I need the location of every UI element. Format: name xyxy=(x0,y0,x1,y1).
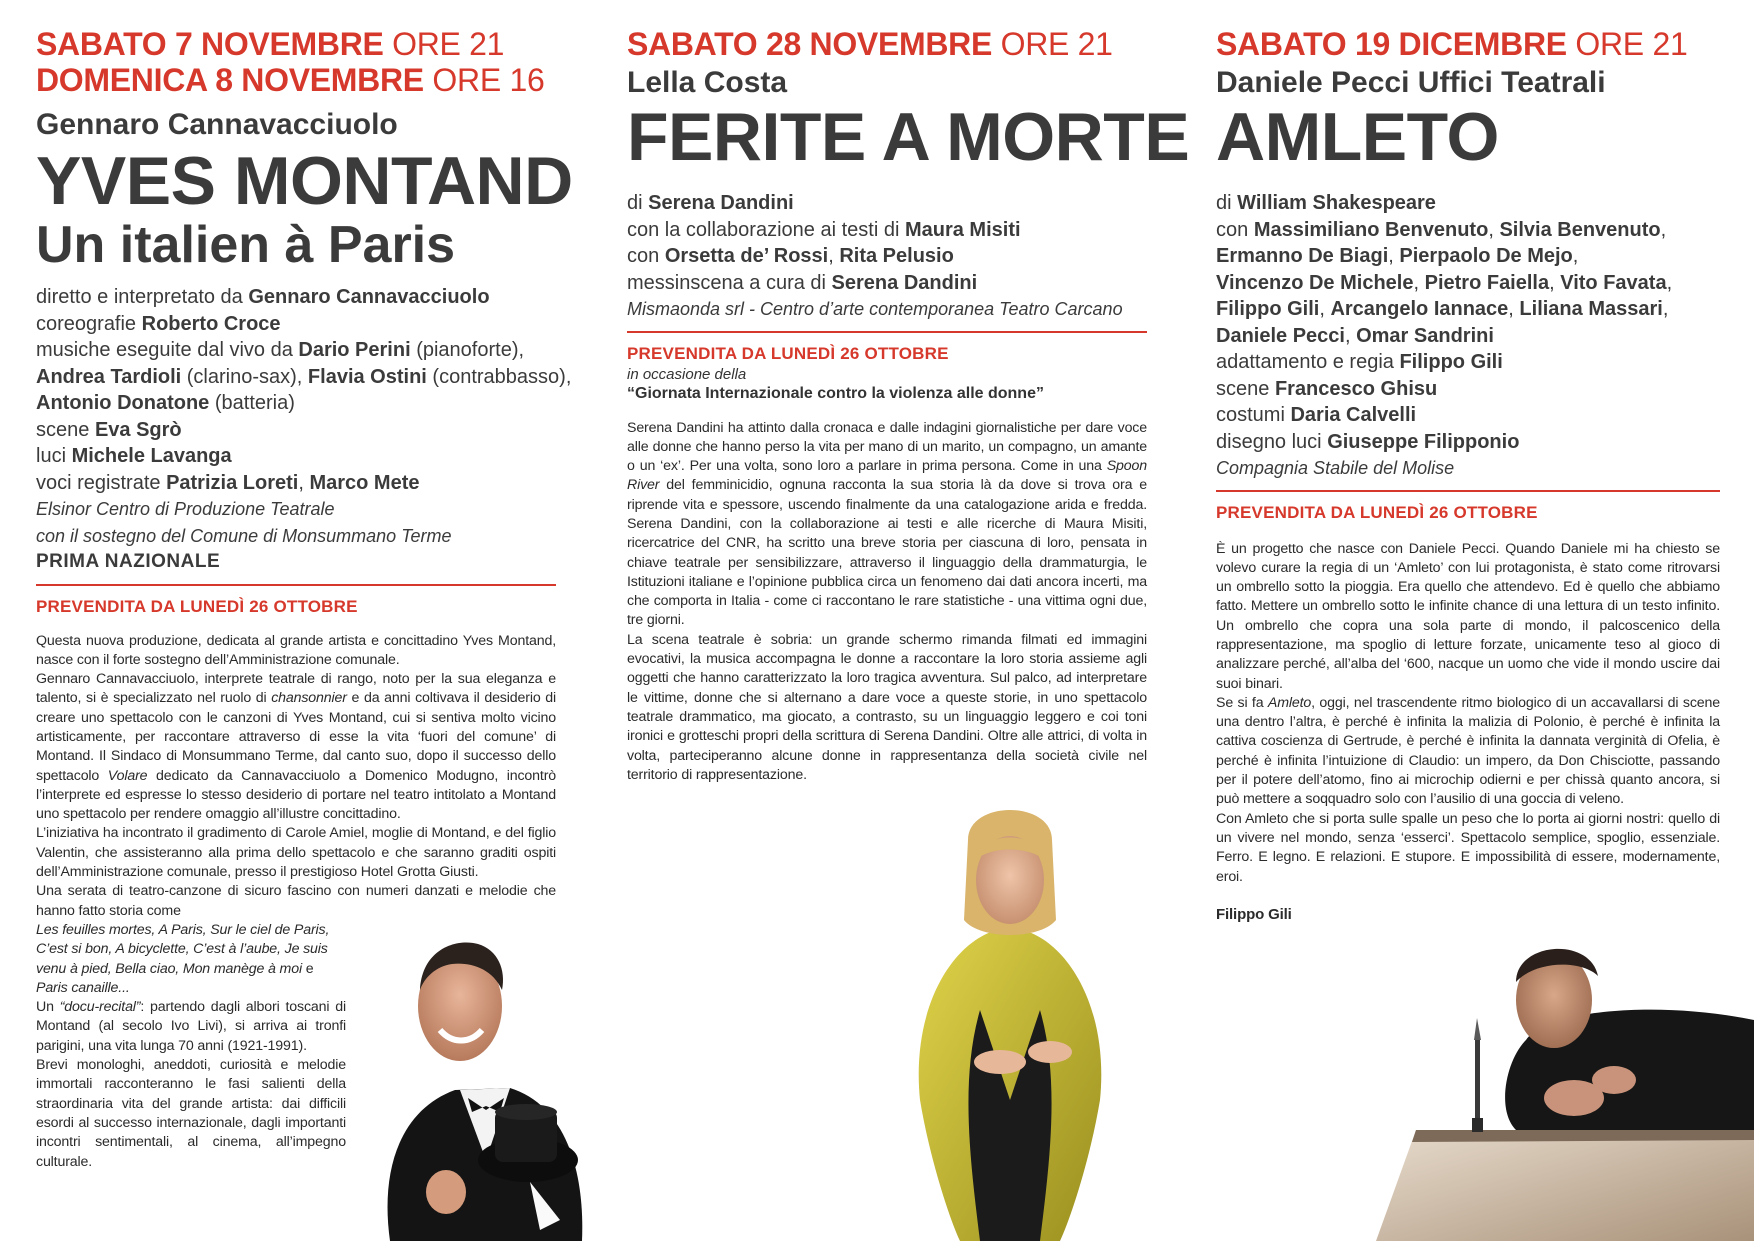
event-column-ferite xyxy=(627,26,1190,785)
event-subtitle: Un italien à Paris xyxy=(36,216,456,274)
event-date-1: SABATO 7 NOVEMBRE ORE 21 xyxy=(36,26,505,62)
event-title: FERITE A MORTE xyxy=(627,99,1190,175)
event-title: YVES MONTAND xyxy=(36,143,573,219)
signature: Filippo Gili xyxy=(1216,905,1292,923)
divider-rule xyxy=(36,584,556,586)
event-column-amleto xyxy=(1216,26,1720,924)
event-date: SABATO 19 DICEMBRE ORE 21 xyxy=(1216,26,1688,62)
prima-nazionale-label: PRIMA NAZIONALE xyxy=(36,551,221,572)
event-credits: di Serena Dandini con la collaborazione ai testi di Maura Misiti con Orsetta de’ Rossi, Rita Pelusio messinscena a cura di Serena Dandini Mismaonda srl - Centro d’arte contemporanea Teatro Carcano xyxy=(627,192,1123,319)
event-description: È un progetto che nasce con Daniele Pecci. Quando Daniele mi ha chiesto se volevo curare la regia di un ‘Amleto’ con lui protagonista, è stato come ritrovarsi un ombrello sotto la pioggia. Era quello che attendevo. Ed è quello che abbiamo fatto. Mettere un ombrello sotto le infinite chance di una lettura di un testo infinito. Un ombrello che copra una sola parte di mondo, il palcoscenico della rappresentazione, ma spoglio di letture forzate, unicamente teso al gioco di analizzare perché, all’alba del ‘600, nacque un uomo che vide il mondo uscire dai suoi binari. Se si fa Amleto, oggi, nel trascendente ritmo biologico di un accavallarsi di scene una dentro l’altra, è perché è infinita la malizia di Polonio, è perché è infinita la cattiva coscienza di Gertrude, è perché è infinita la dannata verginità di Ofelia, è perché è infinita l’intuizione di Claudio: un impero, da Don Chisciotte, passando per il potere dell’atomo, fino ai microchip odierni e per chissà quanto ancora, si può mettere a soqquadro solo con l’ausilio di una goccia di veleno. Con Amleto che si porta sulle spalle un peso che lo porta ai giorni nostri: quello di un vivere nel mondo, senza ‘esserci’. Spettacolo semplice, spoglio, essenziale. Ferro. E legno. E relazioni. E stupore. E impossibilità di essere, modernamente, eroi. Filippo Gili xyxy=(1216,540,1720,923)
divider-rule xyxy=(1216,490,1720,492)
prevendita-label: PREVENDITA DA LUNEDÌ 26 OTTOBRE xyxy=(36,596,358,616)
event-author: Lella Costa xyxy=(627,66,788,99)
occasion-note: in occasione della “Giornata Internazionale contro la violenza alle donne” xyxy=(627,365,1044,402)
amleto-actor-photo xyxy=(1376,930,1754,1241)
divider-rule xyxy=(627,331,1147,333)
event-description: Serena Dandini ha attinto dalla cronaca e dalle indagini giornalistiche per dare voce alle donne che hanno perso la vita per mano di un marito, un compagno, un amante o un ‘ex’. Per una volta, sono loro a parlare in prima persona. Come in una Spoon River del femminicidio, ognuna racconta la sua storia là da dove si trova ora e riprende vita e spessore, uscendo finalmente da una catalogazione arida e fredda. Serena Dandini, con la collaborazione ai testi e alle ricerche di Maura Misiti, ricercatrice del CNR, ha scritto una breve storia per ciascuna di loro, pensata in chiave teatrale per sensibilizzare, attraverso il linguaggio della drammaturgia, le Istituzioni italiane e l’opinione pubblica circa un fenomeno dai dati ancora incerti, ma che comporta in Italia - come ci raccontano le rare statistiche - una vittima ogni due, tre giorni. La scena teatrale è sobria: un grande schermo rimanda filmati ed immagini evocativi, la musica accompagna le donne a raccontare la loro storia assieme agli oggetti che hanno caratterizzato la loro tragica avventura. Sul palco, ad interpretare le vittime, donne che si alternano a dare voce a queste storie, in uno spettacolo teatrale drammatico, ma giocato, a contrasto, su un linguaggio leggero e coi toni ironici e grotteschi propri della scrittura di Serena Dandini. Oltre alle attrici, di volta in volta, parteciperanno alcune donne in rappresentanza della società civile nel territorio di rappresentazione. xyxy=(627,419,1147,783)
event-description: Questa nuova produzione, dedicata al grande artista e concittadino Yves Montand, nasce con il forte sostegno dell’Amministrazione comunale. Gennaro Cannavacciuolo, interprete teatrale di rango, noto per la sua eleganza e talento, si è specializzato nel ruolo di chansonnier e da anni coltivava il desiderio di creare uno spettacolo con le canzoni di Yves Montand, cui si sentiva molto vicino artisticamente, per raccontare attraverso di esse la vita ‘fuori del comune’ di Montand. Il Sindaco di Monsummano Terme, dal canto suo, dopo il successo dello spettacolo Volare dedicato da Cannavacciuolo a Domenico Modugno, incontrò l’interprete ed espresse lo stesso desiderio di portare nel teatro intitolato a Montand uno spettacolo per rendere omaggio all’illustre concittadino. L’iniziativa ha incontrato il gradimento di Carole Amiel, moglie di Montand, e del figlio Valentin, che assisteranno alla prima dello spettacolo e che saranno graditi ospiti dell’Amministrazione comunale, presso il prestigioso Hotel Grotta Giusti. Una serata di teatro-canzone di sicuro fascino con numeri danzati e melodie che hanno fatto storia come Les feuilles mortes, A Paris, Sur le ciel de Paris, C’est si bon, A bicyclette, C’est à l’aube, Je suis venu à pied, Bella ciao, Mon manège à moi e Paris canaille... Un “docu-recital”: partendo dagli albori toscani di Montand (al secolo Ivo Livi), si arriva ai tronfi parigini, una vita lunga 70 anni (1921-1991). Brevi monologhi, aneddoti, curiosità e melodie immortali racconteranno le fasi salienti della straordinaria vita del grande artista: dai difficili esordi al successo internazionale, dagli importanti incontri sentimentali, al cinema, all’impegno culturale. xyxy=(36,632,557,1170)
event-date-2: DOMENICA 8 NOVEMBRE ORE 16 xyxy=(36,62,545,98)
prevendita-label: PREVENDITA DA LUNEDÌ 26 OTTOBRE xyxy=(1216,502,1538,522)
lella-costa-photo xyxy=(890,800,1130,1241)
event-date: SABATO 28 NOVEMBRE ORE 21 xyxy=(627,26,1113,62)
montand-performer-photo xyxy=(360,920,592,1241)
event-credits: di William Shakespeare con Massimiliano Benvenuto, Silvia Benvenuto, Ermanno De Biagi, Pierpaolo De Mejo, Vincenzo De Michele, Pietro Faiella, Vito Favata, Filippo Gili, Arcangelo Iannace, Liliana Massari, Daniele Pecci, Omar Sandrini adattamento e regia Filippo Gili scene Francesco Ghisu costumi Daria Calvelli disegno luci Giuseppe Filipponio Compagnia Stabile del Molise xyxy=(1216,192,1673,478)
event-credits: diretto e interpretato da Gennaro Cannavacciuolo coreografie Roberto Croce musiche eseguite dal vivo da Dario Perini (pianoforte), Andrea Tardioli (clarino-sax), Flavia Ostini (contrabbasso), Antonio Donatone (batteria) scene Eva Sgrò luci Michele Lavanga voci registrate Patrizia Loreti, Marco Mete Elsinor Centro di Produzione Teatrale con il sostegno del Comune di Monsummano Terme PRIMA NAZIONALE xyxy=(36,284,556,576)
event-author: Daniele Pecci Uffici Teatrali xyxy=(1216,66,1606,99)
prevendita-label: PREVENDITA DA LUNEDÌ 26 OTTOBRE xyxy=(627,343,949,363)
event-title: AMLETO xyxy=(1216,99,1499,175)
event-author: Gennaro Cannavacciuolo xyxy=(36,108,398,141)
